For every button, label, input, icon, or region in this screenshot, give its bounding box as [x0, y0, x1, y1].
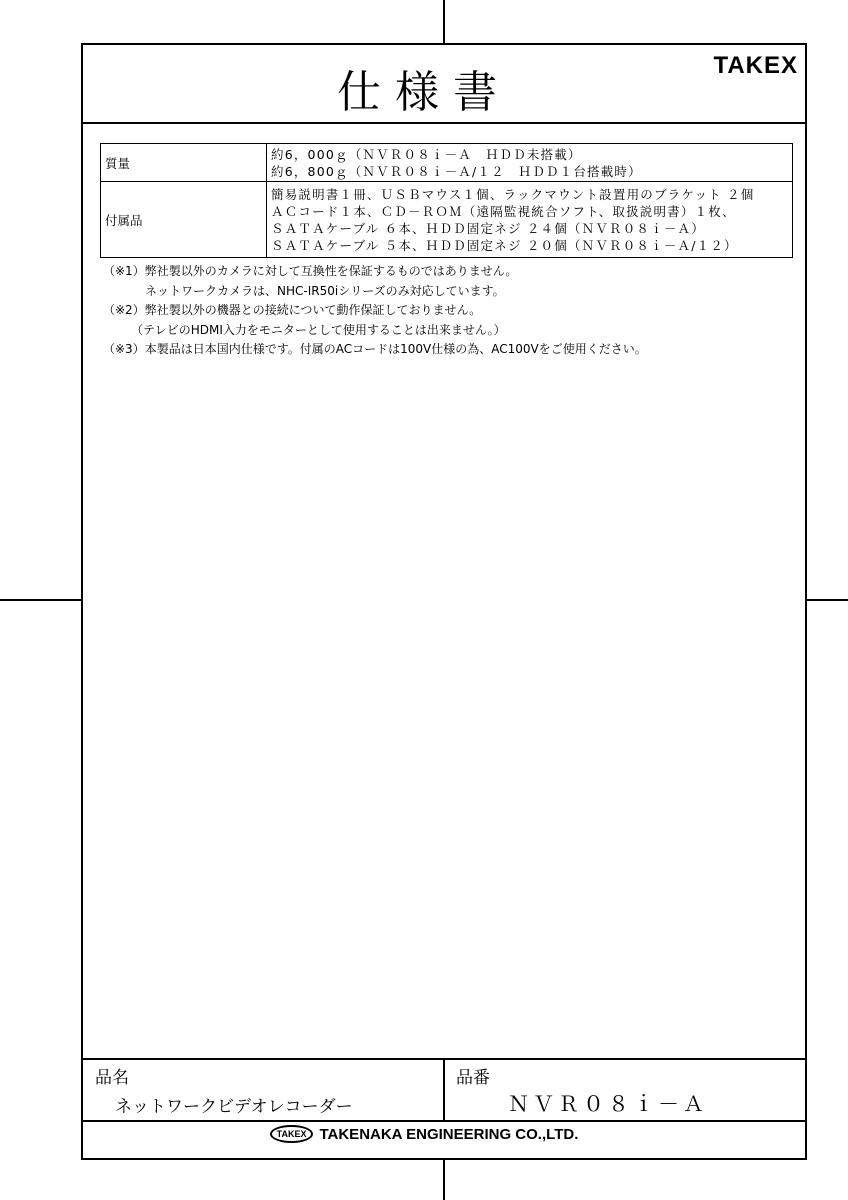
company-line [0, 1126, 848, 1144]
spec-value-weight [267, 144, 793, 182]
company-name: TAKENAKA ENGINEERING CO.,LTD. [319, 1126, 579, 1143]
spec-label-accessories: 付属品 [101, 182, 267, 258]
note-line: （テレビのHDMI入力をモニターとして使用することは出来ません。） [131, 322, 506, 337]
product-number-label: 品番 [456, 1068, 490, 1088]
table-row [101, 144, 793, 182]
note-line: （※3）本製品は日本国内仕様です。付属のACコードは100V仕様の為、AC100Vをご使用ください。 [103, 342, 647, 356]
header-divider [81, 122, 807, 124]
crop-mark-right [807, 599, 848, 601]
product-name-label: 品名 [95, 1068, 129, 1088]
crop-mark-bottom [443, 1160, 445, 1200]
product-number: ＮＶＲ０８ｉ－Ａ [508, 1092, 708, 1116]
product-name: ネットワークビデオレコーダー [115, 1097, 353, 1117]
spec-line: ＳＡＴＡケーブル ６本、ＨＤＤ固定ネジ ２４個（ＮＶＲ０８ｉ－Ａ） [271, 220, 705, 236]
note-line: ネットワークカメラは、NHC-IR50iシリーズのみ対応しています。 [145, 283, 505, 298]
note-line: （※2）弊社製以外の機器との接続について動作保証しておりません。 [103, 303, 482, 317]
note-line: （※1）弊社製以外のカメラに対して互換性を保証するものではありません。 [103, 264, 518, 278]
footer-center-divider [443, 1058, 445, 1121]
document-title: 仕様書 [337, 67, 511, 118]
company-logo-icon: TAKEX [270, 1125, 314, 1143]
crop-mark-left [0, 599, 81, 601]
brand-logo: TAKEX [713, 52, 798, 79]
footer-divider-bottom [81, 1120, 807, 1122]
spec-line: 簡易説明書１冊、ＵＳＢマウス１個、ラックマウント設置用のブラケット ２個 [271, 186, 755, 202]
spec-line: ＡＣコード１本、ＣＤ－ＲＯＭ（遠隔監視統合ソフト、取扱説明書）１枚、 [271, 203, 736, 219]
spec-table [100, 143, 793, 258]
spec-line: 約6，800ｇ（ＮＶＲ０８ｉ－Ａ/１２ ＨＤＤ１台搭載時） [271, 163, 642, 179]
table-row [101, 182, 793, 258]
crop-mark-top [443, 0, 445, 43]
spec-line: 約6，000ｇ（ＮＶＲ０８ｉ－Ａ ＨＤＤ未搭載） [271, 146, 582, 162]
notes-block [103, 262, 647, 360]
spec-line: ＳＡＴＡケーブル ５本、ＨＤＤ固定ネジ ２０個（ＮＶＲ０８ｉ－Ａ/１２） [271, 237, 738, 253]
spec-label-weight: 質量 [101, 144, 267, 182]
spec-value-accessories [267, 182, 793, 258]
